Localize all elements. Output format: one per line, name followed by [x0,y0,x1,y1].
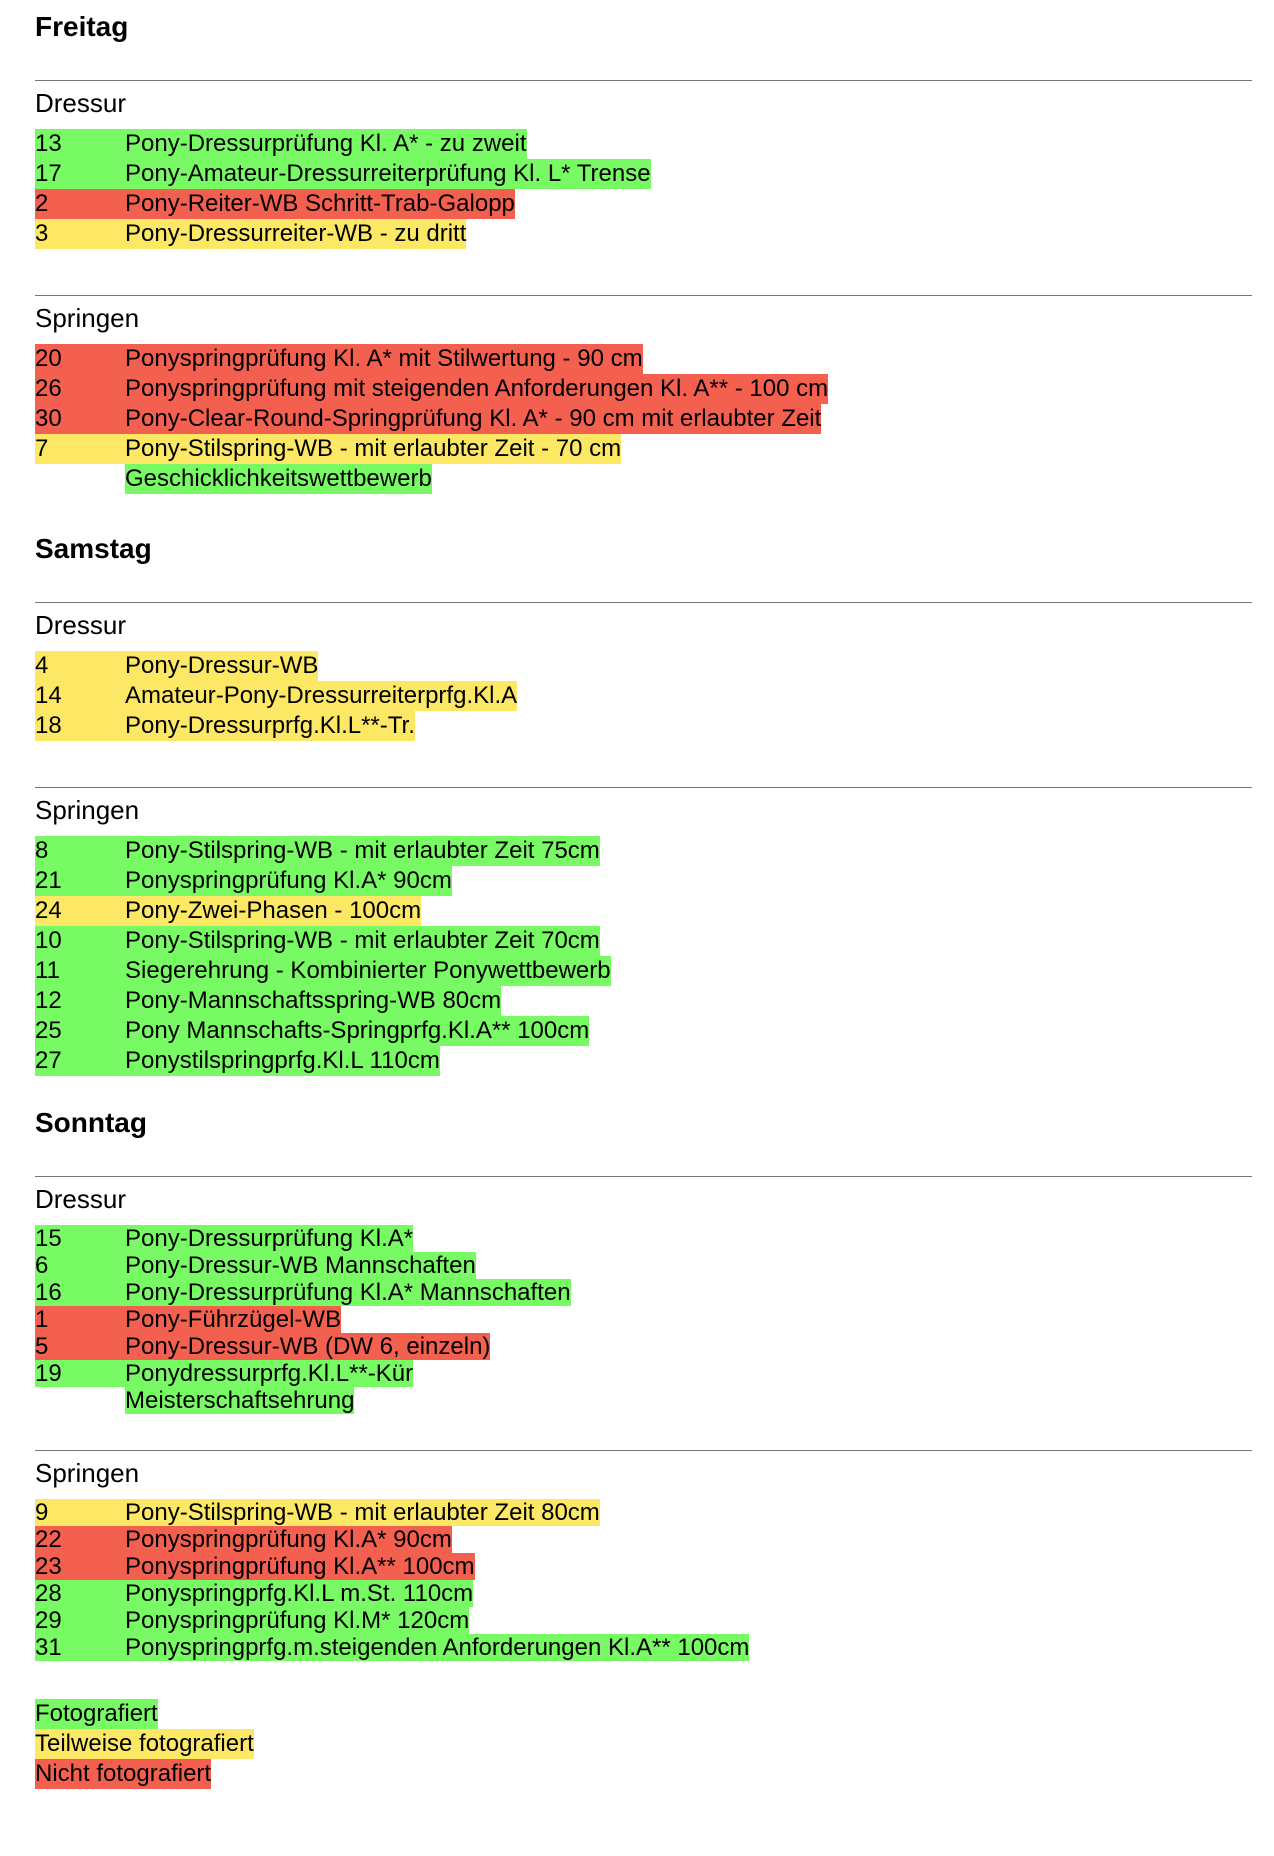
event-list [35,344,1252,494]
event-name: Pony-Dressur-WB [125,652,319,679]
event-name: Pony-Mannschaftsspring-WB 80cm [125,987,502,1014]
event-number: 11 [35,956,125,986]
section-divider [35,1450,1252,1451]
section-title: Dressur [35,88,127,118]
event-row [35,986,1252,1016]
event-name: Pony Mannschafts-Springprfg.Kl.A** 100cm [125,1017,590,1044]
section-divider [35,1176,1252,1177]
event-row [35,219,1252,249]
event-name: Pony-Dressurprüfung Kl.A* Mannschaften [125,1279,571,1306]
section-block [35,787,1252,1076]
section-divider [35,295,1252,296]
event-row [35,681,1252,711]
legend-entry [35,1759,1252,1789]
event-row [35,434,1252,464]
event-row [35,1252,1252,1279]
event-name: Meisterschaftsehrung [125,1387,355,1414]
event-name: Pony-Dressurreiter-WB - zu dritt [125,220,467,247]
event-row [35,1360,1252,1387]
event-row [35,159,1252,189]
event-row [35,1553,1252,1580]
event-number: 10 [35,926,125,956]
section-block [35,1176,1252,1414]
event-row [35,926,1252,956]
event-number: 2 [35,189,125,219]
event-name: Geschicklichkeitswettbewerb [125,465,432,492]
event-number: 30 [35,404,125,434]
event-row [35,374,1252,404]
event-name: Pony-Amateur-Dressurreiterprüfung Kl. L* Trense [125,160,651,187]
color-legend [35,1699,1252,1789]
event-name: Ponyspringprüfung Kl.A** 100cm [125,1553,475,1580]
event-number: 18 [35,711,125,741]
event-list [35,129,1252,249]
section-divider [35,602,1252,603]
day-block [35,532,1252,1076]
event-list [35,1225,1252,1414]
section-title: Dressur [35,610,127,640]
event-row [35,836,1252,866]
event-row [35,464,1252,494]
event-name: Pony-Clear-Round-Springprüfung Kl. A* - 90 cm mit erlaubter Zeit [125,405,822,432]
section-block [35,602,1252,741]
section-title: Springen [35,1458,140,1488]
section-title: Springen [35,303,140,333]
section-title: Dressur [35,1184,127,1214]
event-row [35,1607,1252,1634]
event-number: 29 [35,1607,125,1634]
event-row [35,866,1252,896]
event-list [35,836,1252,1076]
event-name: Pony-Reiter-WB Schritt-Trab-Galopp [125,190,515,217]
event-name: Pony-Stilspring-WB - mit erlaubter Zeit - 70 cm [125,435,622,462]
event-number: 26 [35,374,125,404]
legend-label: Nicht fotografiert [35,1760,212,1787]
event-number: 24 [35,896,125,926]
section-block [35,1450,1252,1661]
event-row [35,1387,1252,1414]
event-number [35,464,125,494]
event-row [35,404,1252,434]
event-name: Ponyspringprfg.m.steigenden Anforderungen Kl.A** 100cm [125,1634,750,1661]
event-number: 28 [35,1580,125,1607]
event-number: 16 [35,1279,125,1306]
event-number: 3 [35,219,125,249]
event-name: Pony-Dressur-WB (DW 6, einzeln) [125,1333,491,1360]
event-number: 4 [35,651,125,681]
event-name: Ponyspringprüfung Kl. A* mit Stilwertung - 90 cm [125,345,643,372]
event-row [35,1499,1252,1526]
section-block [35,295,1252,494]
event-name: Pony-Stilspring-WB - mit erlaubter Zeit 75cm [125,837,600,864]
event-number: 12 [35,986,125,1016]
event-number: 5 [35,1333,125,1360]
event-list [35,651,1252,741]
event-number: 13 [35,129,125,159]
event-number: 7 [35,434,125,464]
day-block [35,10,1252,494]
event-row [35,1225,1252,1252]
event-row [35,1526,1252,1553]
event-name: Amateur-Pony-Dressurreiterprfg.Kl.A [125,682,518,709]
event-name: Ponystilspringprfg.Kl.L 110cm [125,1047,440,1074]
event-number: 9 [35,1499,125,1526]
event-name: Siegerehrung - Kombinierter Ponywettbewerb [125,957,611,984]
day-block [35,1106,1252,1661]
event-name: Pony-Dressurprfg.Kl.L**-Tr. [125,712,415,739]
event-number: 21 [35,866,125,896]
event-name: Pony-Dressurprüfung Kl.A* [125,1225,414,1252]
schedule-page [0,10,1274,1789]
section-block [35,80,1252,249]
event-number: 14 [35,681,125,711]
event-name: Pony-Zwei-Phasen - 100cm [125,897,422,924]
day-title: Freitag [35,11,129,42]
event-name: Pony-Dressurprüfung Kl. A* - zu zweit [125,130,527,157]
event-number: 27 [35,1046,125,1076]
event-number [35,1387,125,1414]
event-row [35,1333,1252,1360]
legend-entry [35,1699,1252,1729]
section-divider [35,80,1252,81]
event-row [35,1046,1252,1076]
day-title: Sonntag [35,1107,147,1138]
legend-label: Fotografiert [35,1700,158,1727]
event-number: 22 [35,1526,125,1553]
event-name: Ponyspringprüfung Kl.A* 90cm [125,867,452,894]
day-title: Samstag [35,533,152,564]
event-row [35,1634,1252,1661]
event-name: Pony-Stilspring-WB - mit erlaubter Zeit 70cm [125,927,600,954]
event-list [35,1499,1252,1661]
event-row [35,129,1252,159]
legend-entry [35,1729,1252,1759]
event-row [35,651,1252,681]
event-row [35,896,1252,926]
section-title: Springen [35,795,140,825]
event-name: Pony-Stilspring-WB - mit erlaubter Zeit 80cm [125,1499,600,1526]
event-row [35,344,1252,374]
event-row [35,1016,1252,1046]
event-name: Ponyspringprüfung mit steigenden Anforderungen Kl. A** - 100 cm [125,375,829,402]
event-number: 17 [35,159,125,189]
event-name: Pony-Dressur-WB Mannschaften [125,1252,476,1279]
event-name: Ponyspringprfg.Kl.L m.St. 110cm [125,1580,474,1607]
event-name: Ponydressurprfg.Kl.L**-Kür [125,1360,414,1387]
event-number: 15 [35,1225,125,1252]
event-number: 8 [35,836,125,866]
event-number: 6 [35,1252,125,1279]
event-row [35,711,1252,741]
event-row [35,956,1252,986]
event-row [35,1279,1252,1306]
event-number: 19 [35,1360,125,1387]
event-number: 25 [35,1016,125,1046]
event-row [35,1580,1252,1607]
event-name: Ponyspringprüfung Kl.M* 120cm [125,1607,470,1634]
event-name: Ponyspringprüfung Kl.A* 90cm [125,1526,452,1553]
legend-label: Teilweise fotografiert [35,1730,254,1757]
event-row [35,1306,1252,1333]
event-row [35,189,1252,219]
event-number: 1 [35,1306,125,1333]
event-number: 31 [35,1634,125,1661]
event-name: Pony-Führzügel-WB [125,1306,342,1333]
event-number: 20 [35,344,125,374]
event-number: 23 [35,1553,125,1580]
section-divider [35,787,1252,788]
